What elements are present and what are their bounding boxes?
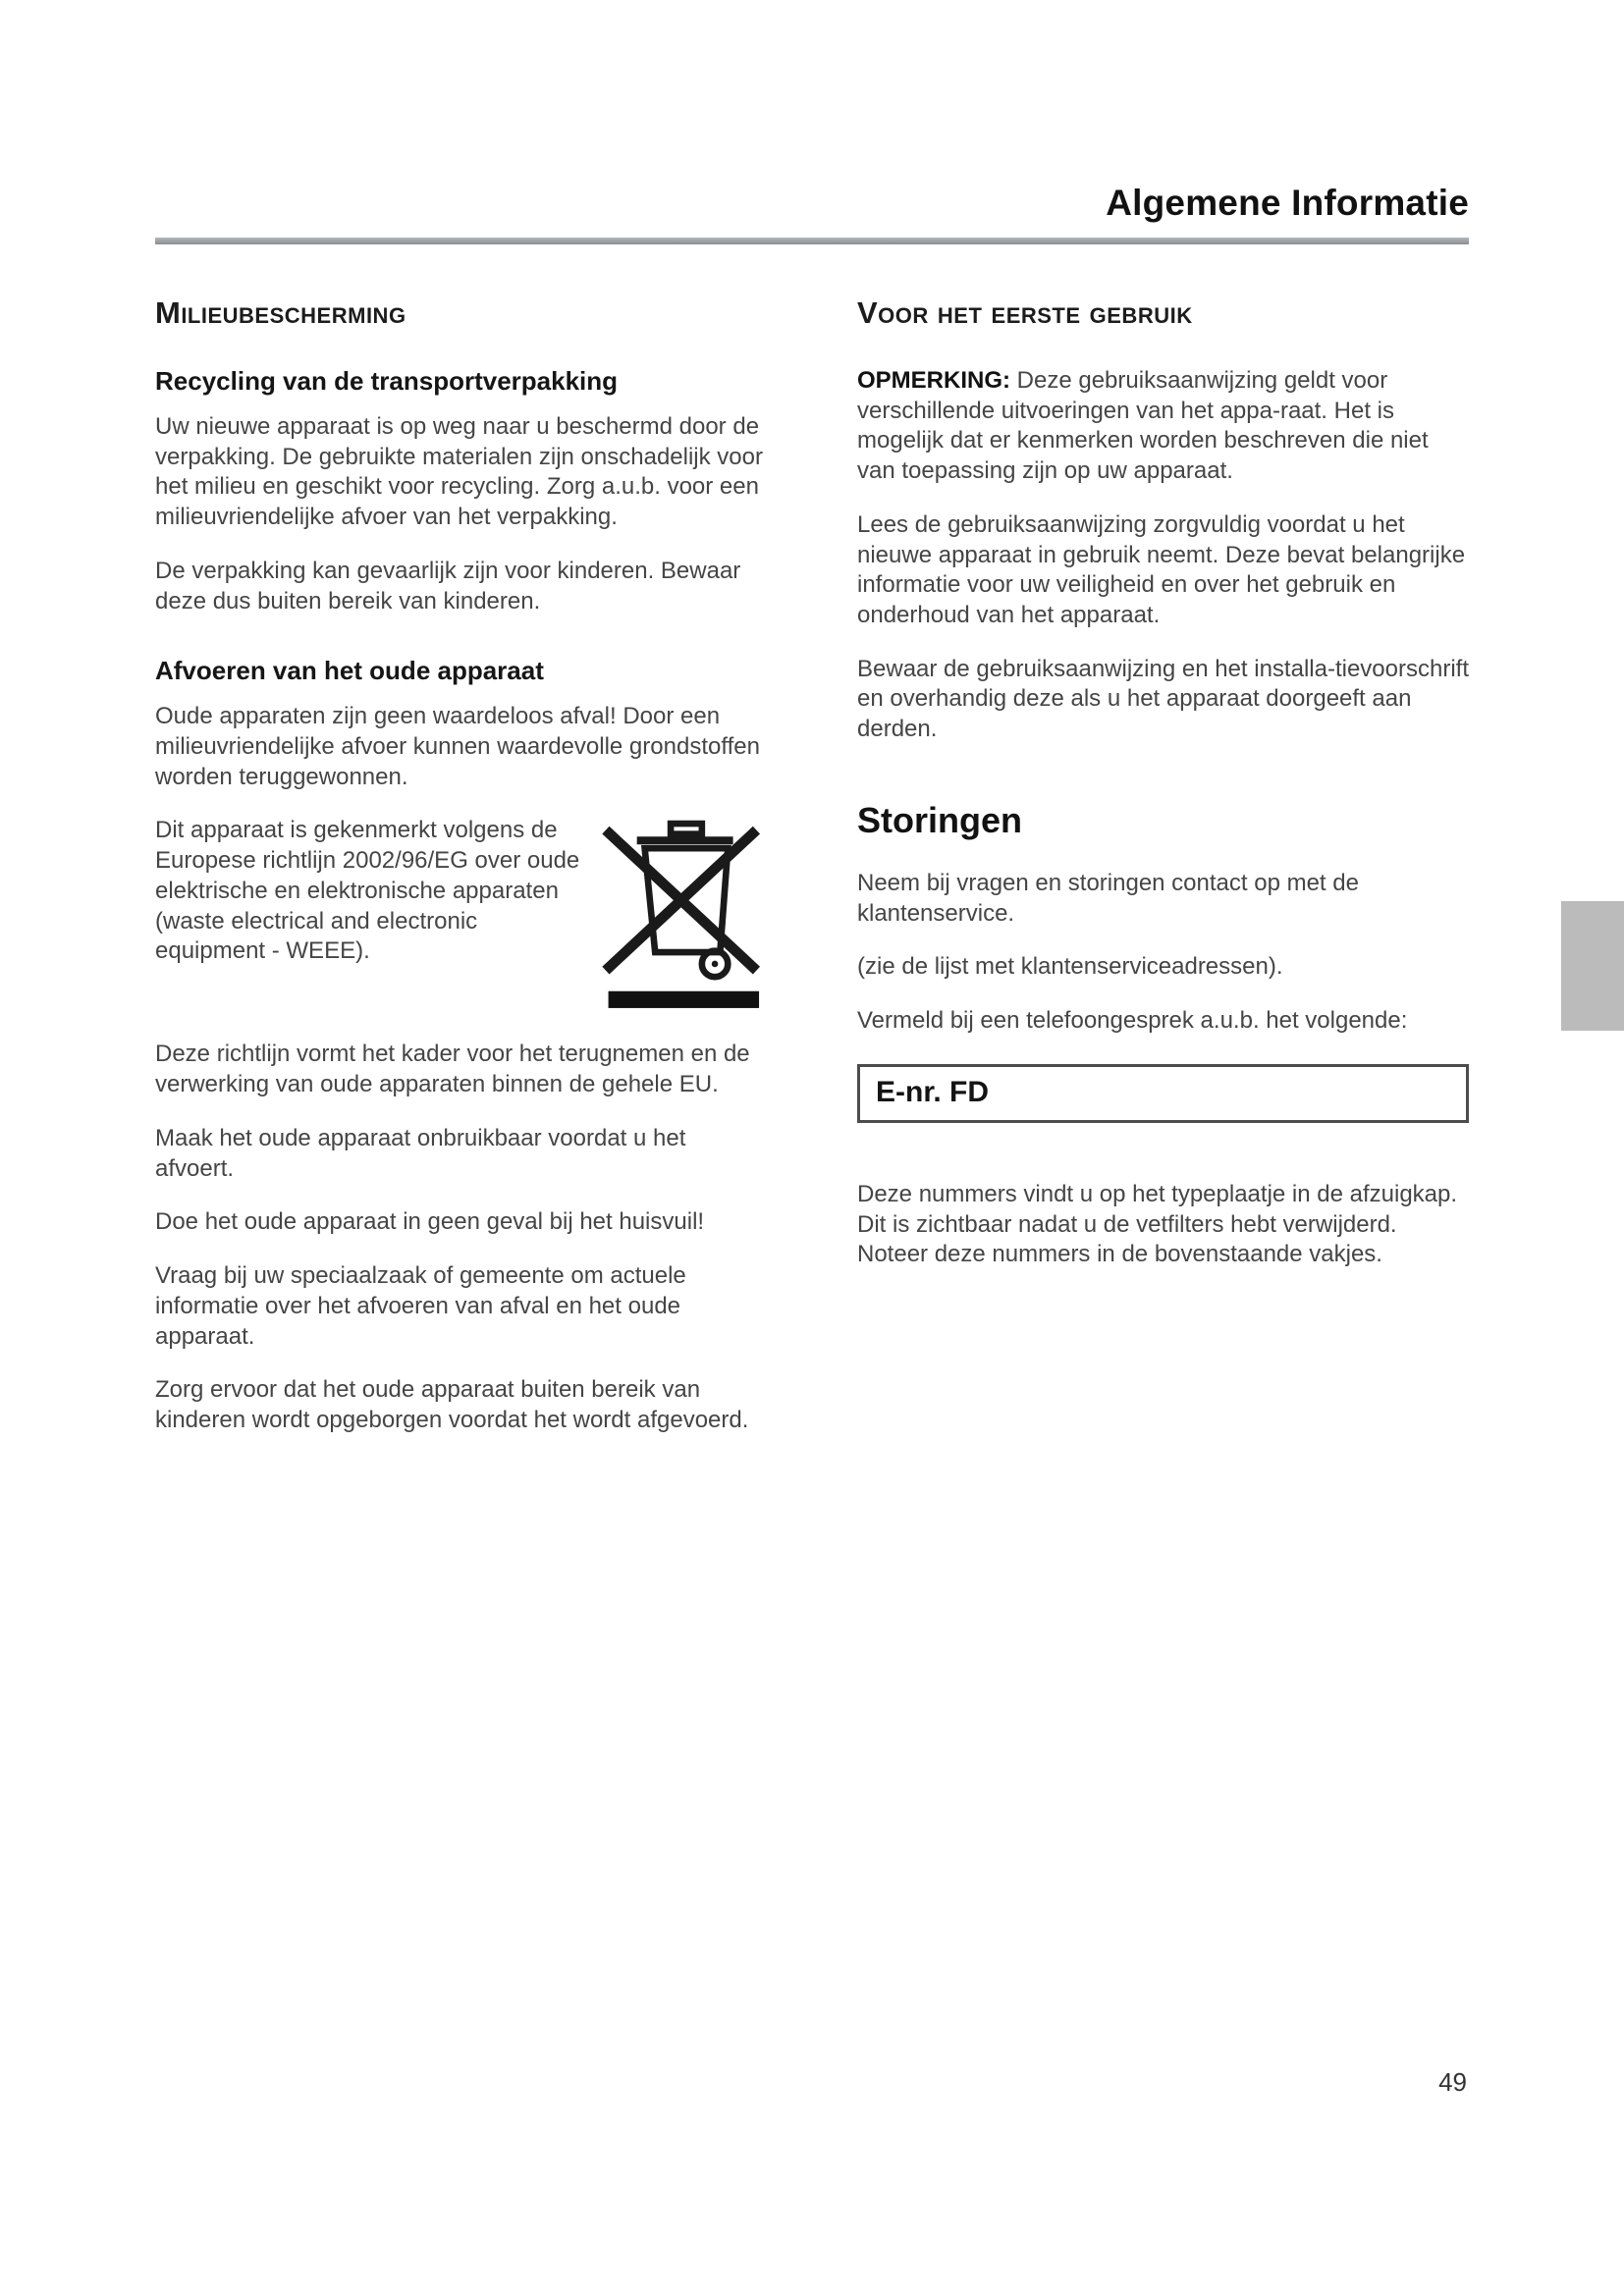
paragraph: De verpakking kan gevaarlijk zijn voor kinderen. Bewaar deze dus buiten bereik van kinderen. — [155, 557, 741, 614]
paragraph: Deze nummers vindt u op het typeplaatje in de afzuigkap. Dit is zichtbaar nadat u de vetfilters hebt verwijderd. — [857, 1180, 1458, 1238]
paragraph: Vraag bij uw speciaalzaak of gemeente om actuele informatie over het afvoeren van afval en het oude apparaat. — [155, 1262, 686, 1350]
page-number: 49 — [1438, 2067, 1467, 2097]
paragraph: Doe het oude apparaat in geen geval bij het huisvuil! — [155, 1208, 705, 1236]
paragraph: Uw nieuwe apparaat is op weg naar u beschermd door de verpakking. De gebruikte materialen zijn onschadelijk voor het milieu en geschikt voor recycling. Zorg a.u.b. voor een milieuvriendelijke afvoer van het verpakking. — [155, 413, 763, 531]
paragraph-weee: Dit apparaat is gekenmerkt volgens de Europese richtlijn 2002/96/EG over oude elektrische en elektronische apparaten (waste electrical and electronic equipment - WEEE). — [155, 817, 580, 965]
header-divider — [155, 238, 1469, 244]
two-column-layout — [155, 295, 1469, 1460]
paragraph: Zorg ervoor dat het oude apparaat buiten bereik van kinderen wordt opgeborgen voordat het wordt afgevoerd. — [155, 1376, 749, 1433]
paragraph: Bewaar de gebruiksaanwijzing en het installa-tievoorschrift en overhandig deze als u het apparaat doorgeeft aan derden. — [857, 655, 1469, 743]
paragraph: Noteer deze nummers in de bovenstaande vakjes. — [857, 1241, 1382, 1268]
paragraph: Oude apparaten zijn geen waardeloos afval! Door een milieuvriendelijke afvoer kunnen waardevolle grondstoffen worden teruggewonnen. — [155, 703, 760, 790]
paragraph: Maak het oude apparaat onbruikbaar voordat u het afvoert. — [155, 1124, 686, 1182]
right-column — [857, 295, 1469, 1460]
weee-paragraph-block — [155, 816, 767, 1016]
paragraph: Lees de gebruiksaanwijzing zorgvuldig voordat u het nieuwe apparaat in gebruik neemt. Deze bevat belangrijke informatie voor uw veiligheid en over het gebruik en onderhoud van het apparaat. — [857, 510, 1466, 629]
page-title: Algemene Informatie — [1106, 183, 1469, 223]
subheading-recycling: Recycling van de transportverpakking — [155, 366, 619, 396]
opmerking-text: Deze gebruiksaanwijzing geldt voor verschillende uitvoeringen van het appa-raat. Het is mogelijk dat er kenmerken worden beschreven die niet van toepassing zijn op uw apparaat. — [857, 367, 1429, 485]
paragraph: Deze richtlijn vormt het kader voor het terugnemen en de verwerking van oude apparaten binnen de gehele EU. — [155, 1041, 750, 1098]
weee-crossed-bin-icon — [598, 820, 767, 1012]
paragraph-opmerking — [857, 366, 1469, 487]
paragraph: Neem bij vragen en storingen contact op met de klantenservice. — [857, 869, 1359, 927]
enr-fd-box: E-nr. FD — [857, 1064, 1469, 1123]
section-heading-eerste-gebruik: Voor het eerste gebruik — [857, 295, 1193, 330]
paragraph: (zie de lijst met klantenserviceadressen). — [857, 953, 1283, 981]
storingen-heading: Storingen — [857, 799, 1022, 840]
section-index-tab — [1561, 901, 1624, 1031]
paragraph: Vermeld bij een telefoongesprek a.u.b. het volgende: — [857, 1007, 1408, 1035]
subheading-afvoeren: Afvoeren van het oude apparaat — [155, 656, 544, 686]
section-heading-milieubescherming: Milieubescherming — [155, 295, 406, 330]
opmerking-label: OPMERKING: — [857, 367, 1010, 394]
left-column — [155, 295, 767, 1460]
